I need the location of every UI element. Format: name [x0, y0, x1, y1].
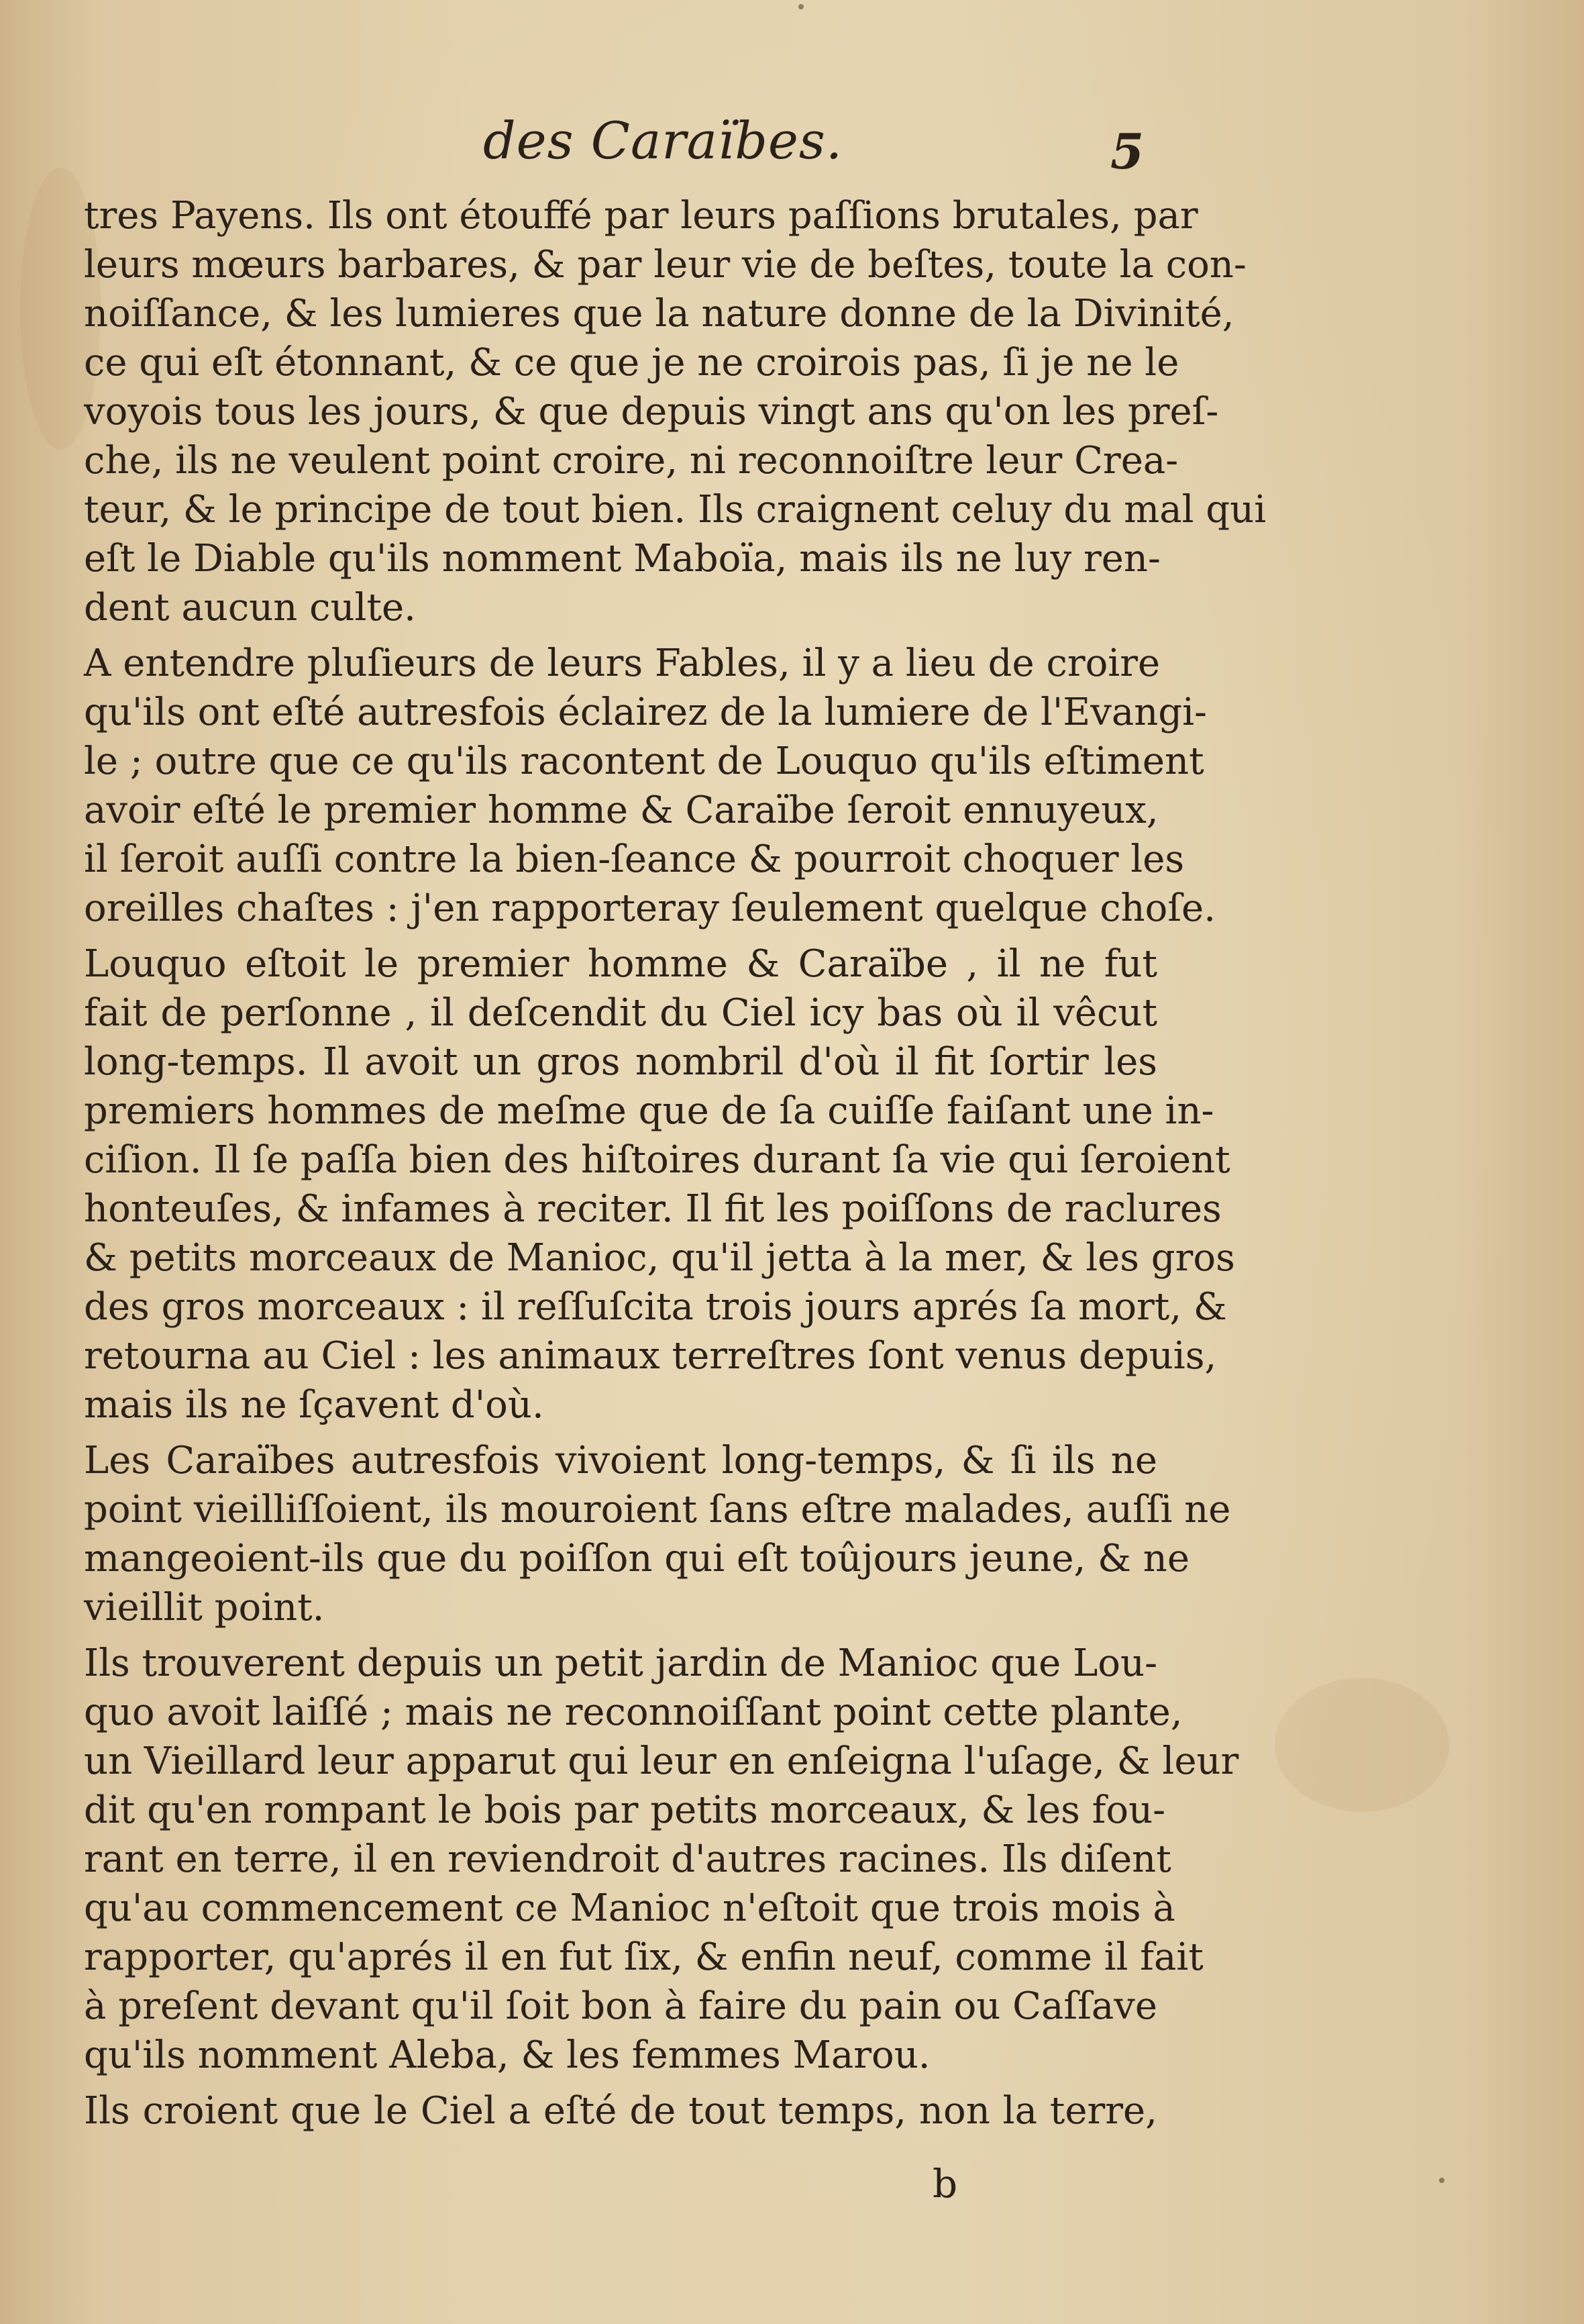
text-line: mais ils ne ſçavent d'où.: [84, 1383, 544, 1427]
text-line: honteuſes, & infames à reciter. Il fit les poiſſons de raclures: [84, 1187, 1222, 1231]
body-text: [84, 191, 1267, 2171]
text-line: un Vieillard leur apparut qui leur en enſeigna l'uſage, & leur: [84, 1739, 1239, 1783]
paper-stain: [1275, 1678, 1449, 1812]
text-line: leurs mœurs barbares, & par leur vie de beſtes, toute la con-: [84, 243, 1247, 287]
text-line: dit qu'en rompant le bois par petits morceaux, & les fou-: [84, 1788, 1166, 1832]
text-line: noiſſance, & les lumieres que la nature donne de la Divinité,: [84, 292, 1234, 336]
text-line: vieillit point.: [84, 1586, 325, 1629]
text-line: à preſent devant qu'il ſoit bon à faire du pain ou Caſſave: [84, 1984, 1157, 2028]
text-line: retourna au Ciel : les animaux terreſtres ſont venus depuis,: [84, 1334, 1217, 1378]
text-line: avoir eſté le premier homme & Caraïbe ſeroit ennuyeux,: [84, 789, 1159, 832]
paragraph: [84, 1639, 1239, 2080]
paragraph: [84, 639, 1216, 933]
paper-speck: [1439, 2178, 1444, 2183]
text-line: Les Caraïbes autresfois vivoient long-temps, & ſi ils ne: [84, 1439, 1157, 1482]
text-line: qu'ils ont eſté autresfois éclairez de la lumiere de l'Evangi-: [84, 691, 1207, 734]
text-line: dent aucun culte.: [84, 586, 416, 629]
text-line: & petits morceaux de Manioc, qu'il jetta à la mer, & les gros: [84, 1236, 1235, 1280]
running-title: des Caraïbes.: [483, 111, 843, 170]
text-line: qu'ils nomment Aleba, & les femmes Marou.: [84, 2033, 931, 2077]
text-line: Ils croient que le Ciel a eſté de tout temps, non la terre,: [84, 2089, 1157, 2133]
text-line: A entendre pluſieurs de leurs Fables, il y a lieu de croire: [84, 642, 1161, 685]
paragraph: [84, 1436, 1231, 1632]
text-line: Louquo eſtoit le premier homme & Caraïbe , il ne fut: [84, 942, 1157, 986]
paragraph: [84, 2086, 1157, 2135]
text-line: des gros morceaux : il reſſuſcita trois jours aprés ſa mort, &: [84, 1285, 1227, 1329]
page-header: [0, 111, 1584, 185]
text-line: il ſeroit auſſi contre la bien-ſeance & pourroit choquer les: [84, 838, 1185, 881]
text-line: rant en terre, il en reviendroit d'autres racines. Ils diſent: [84, 1837, 1171, 1881]
text-line: tres Payens. Ils ont étouffé par leurs paſſions brutales, par: [84, 194, 1198, 238]
text-line: quo avoit laiſſé ; mais ne reconnoiſſant point cette plante,: [84, 1690, 1183, 1734]
text-line: ciſion. Il ſe paſſa bien des hiſtoires durant ſa vie qui ſeroient: [84, 1138, 1230, 1182]
paragraph: [84, 191, 1267, 632]
page-number: 5: [1110, 123, 1145, 180]
text-line: fait de perſonne , il deſcendit du Ciel icy bas où il vêcut: [84, 991, 1157, 1035]
paragraph: [84, 940, 1235, 1429]
text-line: ce qui eſt étonnant, & ce que je ne croirois pas, ſi je ne le: [84, 341, 1179, 385]
text-line: teur, & le principe de tout bien. Ils craignent celuy du mal qui: [84, 488, 1267, 532]
text-line: che, ils ne veulent point croire, ni reconnoiſtre leur Crea-: [84, 439, 1179, 483]
text-line: rapporter, qu'aprés il en fut ſix, & enfin neuf, comme il fait: [84, 1935, 1204, 1979]
signature-mark: b: [933, 2161, 958, 2207]
text-line: voyois tous les jours, & que depuis vingt ans qu'on les preſ-: [84, 390, 1219, 434]
paper-speck: [798, 4, 804, 9]
text-line: oreilles chaſtes : j'en rapporteray ſeulement quelque choſe.: [84, 887, 1216, 930]
text-line: le ; outre que ce qu'ils racontent de Louquo qu'ils eſtiment: [84, 740, 1204, 783]
text-line: point vieilliſſoient, ils mouroient ſans eſtre malades, auſſi ne: [84, 1488, 1231, 1531]
text-line: mangeoient-ils que du poiſſon qui eſt toûjours jeune, & ne: [84, 1537, 1190, 1580]
text-line: qu'au commencement ce Manioc n'eſtoit que trois mois à: [84, 1886, 1175, 1930]
text-line: long-temps. Il avoit un gros nombril d'où il fit ſortir les: [84, 1040, 1157, 1084]
text-line: eſt le Diable qu'ils nomment Maboïa, mais ils ne luy ren-: [84, 537, 1161, 580]
text-line: premiers hommes de meſme que de ſa cuiſſe faiſant une in-: [84, 1089, 1214, 1133]
text-line: Ils trouverent depuis un petit jardin de Manioc que Lou-: [84, 1641, 1157, 1685]
